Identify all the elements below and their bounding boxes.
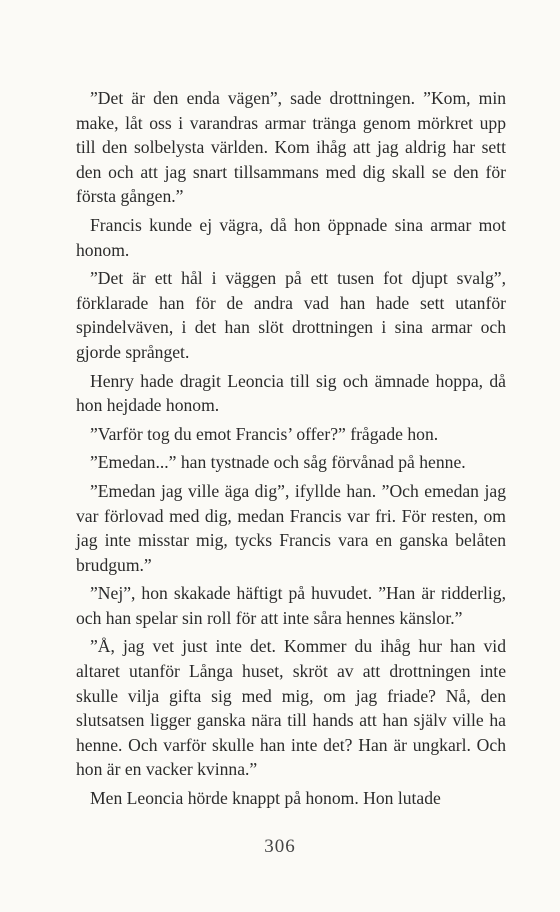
paragraph-9: ”Å, jag vet just inte det. Kommer du ihåg hur han vid altaret utanför Långa huset, skröt av att drottningen inte skulle vilja gifta sig med mig, om jag friade? Nå, den slutsatsen ligger ganska nära till hands att han själv ville ha henne. Och varför skulle han inte det? Han är ungkarl. Och hon är en vacker kvinna.”	[76, 636, 506, 780]
page-number: 306	[264, 836, 296, 857]
paragraph-4: Henry hade dragit Leoncia till sig och ämnade hoppa, då hon hejdade honom.	[76, 370, 506, 416]
paragraph-2: Francis kunde ej vägra, då hon öppnade sina armar mot honom.	[76, 214, 506, 260]
paragraph-3: ”Det är ett hål i väggen på ett tusen fot djupt svalg”, förklarade han för de andra vad han hade sett utanför spindelväven, i det han slöt drottningen i sina armar och gjorde språnget.	[76, 268, 506, 362]
paragraph-8: ”Nej”, hon skakade häftigt på huvudet. ”Han är ridderlig, och han spelar sin roll för att inte såra hennes känslor.”	[76, 583, 506, 628]
page-text	[76, 86, 506, 815]
paragraph-6: ”Emedan...” han tystnade och såg förvånad på henne.	[90, 452, 466, 473]
paragraph-1: ”Det är den enda vägen”, sade drottningen. ”Kom, min make, låt oss i varandras armar tränga genom mörkret upp till den solbelysta världen. Kom ihåg att jag aldrig har sett den och att jag snart tillsammans med dig skall se den för första gången.”	[76, 88, 506, 207]
paragraph-5: ”Varför tog du emot Francis’ offer?” frågade hon.	[90, 423, 439, 444]
paragraph-10: Men Leoncia hörde knappt på honom. Hon lutade	[90, 788, 441, 809]
paragraph-7: ”Emedan jag ville äga dig”, ifyllde han. ”Och emedan jag var förlovad med dig, medan Francis var fri. För resten, om jag inte misstar mig, tycks Francis vara en ganska belåten brudgum.”	[76, 480, 506, 575]
